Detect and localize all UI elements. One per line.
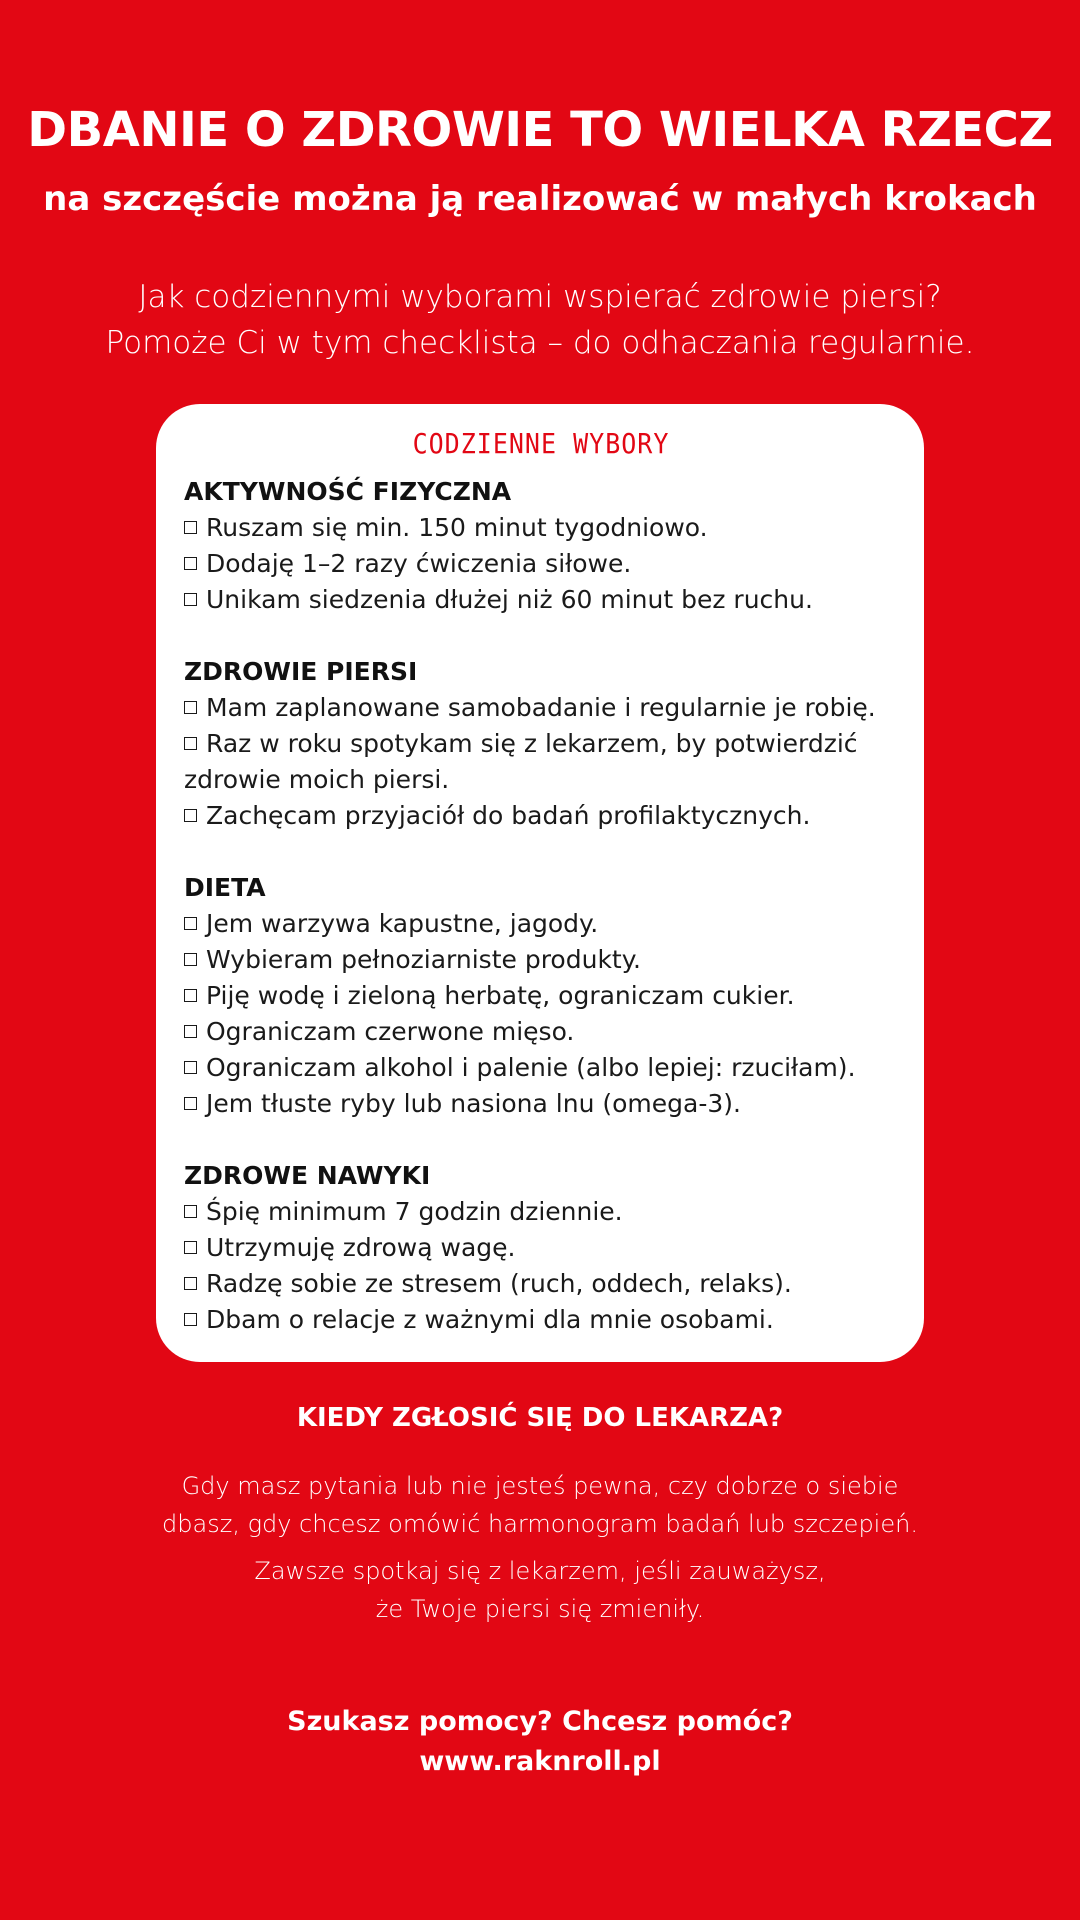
section-healthy-habits	[184, 1158, 898, 1338]
checklist-item-label: Utrzymuję zdrową wagę.	[206, 1233, 516, 1262]
checkbox-icon[interactable]	[184, 521, 197, 534]
checklist-item[interactable]	[184, 798, 898, 834]
checklist-item[interactable]	[184, 1050, 898, 1086]
doctor-paragraph-1-line-1: Gdy masz pytania lub nie jesteś pewna, czy dobrze o siebie	[181, 1472, 899, 1500]
checklist-item[interactable]	[184, 1014, 898, 1050]
checkbox-icon[interactable]	[184, 1313, 197, 1326]
checklist-item[interactable]	[184, 582, 898, 618]
checklist-item-label: Mam zaplanowane samobadanie i regularnie je robię.	[206, 693, 876, 722]
checklist-item-label: Piję wodę i zieloną herbatę, ograniczam cukier.	[206, 981, 795, 1010]
checklist-item-label: Jem warzywa kapustne, jagody.	[206, 909, 599, 938]
checklist-item[interactable]	[184, 510, 898, 546]
section-title: DIETA	[184, 873, 266, 902]
checklist-item-label: Ograniczam alkohol i palenie (albo lepiej: rzuciłam).	[206, 1053, 856, 1082]
checklist-item-label: Wybieram pełnoziarniste produkty.	[206, 945, 641, 974]
checklist-item[interactable]	[184, 1302, 898, 1338]
doctor-paragraph-1-line-2: dbasz, gdy chcesz omówić harmonogram badań lub szczepień.	[162, 1510, 918, 1538]
checklist-item[interactable]	[184, 942, 898, 978]
section-physical-activity	[184, 474, 898, 618]
section-title: ZDROWE NAWYKI	[184, 1161, 431, 1190]
checkbox-icon[interactable]	[184, 1061, 197, 1074]
checkbox-icon[interactable]	[184, 1097, 197, 1110]
checklist-heading: CODZIENNE WYBORY	[412, 427, 670, 460]
help-question: Szukasz pomocy? Chcesz pomóc?	[287, 1706, 793, 1737]
checkbox-icon[interactable]	[184, 701, 197, 714]
page-title: DBANIE O ZDROWIE TO WIELKA RZECZ	[27, 102, 1053, 158]
checklist-item[interactable]	[184, 1266, 898, 1302]
intro-line-1: Jak codziennymi wyborami wspierać zdrowie piersi?	[138, 279, 942, 315]
checklist-item-label: Jem tłuste ryby lub nasiona lnu (omega-3).	[206, 1089, 741, 1118]
doctor-section-title: KIEDY ZGŁOSIĆ SIĘ DO LEKARZA?	[296, 1403, 784, 1433]
section-title: AKTYWNOŚĆ FIZYCZNA	[184, 477, 512, 506]
checklist-item-label: Unikam siedzenia dłużej niż 60 minut bez ruchu.	[206, 585, 813, 614]
doctor-paragraph-2	[0, 1552, 1080, 1628]
intro-line-2: Pomoże Ci w tym checklista – do odhaczania regularnie.	[105, 325, 975, 361]
checklist-item-label: Zachęcam przyjaciół do badań profilaktycznych.	[206, 801, 811, 830]
intro-text	[0, 274, 1080, 366]
checklist-item[interactable]	[184, 978, 898, 1014]
page-subtitle: na szczęście można ją realizować w małych krokach	[43, 179, 1037, 219]
checklist-item[interactable]	[184, 546, 898, 582]
checklist-item[interactable]	[184, 1086, 898, 1122]
checklist-item[interactable]	[184, 1230, 898, 1266]
checklist-item[interactable]	[184, 690, 898, 726]
section-diet	[184, 870, 898, 1122]
checkbox-icon[interactable]	[184, 953, 197, 966]
checkbox-icon[interactable]	[184, 917, 197, 930]
doctor-paragraph-1	[0, 1467, 1080, 1543]
checklist-item-label: Dbam o relacje z ważnymi dla mnie osobami.	[206, 1305, 774, 1334]
checklist-item-label: Raz w roku spotykam się z lekarzem, by potwierdzić zdrowie moich piersi.	[184, 729, 858, 794]
checkbox-icon[interactable]	[184, 1205, 197, 1218]
checkbox-icon[interactable]	[184, 1241, 197, 1254]
checklist-item[interactable]	[184, 1194, 898, 1230]
checkbox-icon[interactable]	[184, 989, 197, 1002]
help-block	[0, 1702, 1080, 1782]
doctor-paragraph-2-line-2: że Twoje piersi się zmieniły.	[375, 1595, 705, 1623]
checkbox-icon[interactable]	[184, 593, 197, 606]
checklist-item-label: Ruszam się min. 150 minut tygodniowo.	[206, 513, 708, 542]
checkbox-icon[interactable]	[184, 809, 197, 822]
checkbox-icon[interactable]	[184, 557, 197, 570]
checklist-item-label: Radzę sobie ze stresem (ruch, oddech, relaks).	[206, 1269, 792, 1298]
website-link[interactable]: www.raknroll.pl	[419, 1746, 661, 1777]
checklist-item[interactable]	[184, 726, 898, 798]
checkbox-icon[interactable]	[184, 1025, 197, 1038]
checkbox-icon[interactable]	[184, 1277, 197, 1290]
checklist-item[interactable]	[184, 906, 898, 942]
checklist-card	[156, 404, 924, 1362]
checklist-item-label: Ograniczam czerwone mięso.	[206, 1017, 575, 1046]
checkbox-icon[interactable]	[184, 737, 197, 750]
section-title: ZDROWIE PIERSI	[184, 657, 418, 686]
section-breast-health	[184, 654, 898, 834]
checklist-item-label: Dodaję 1–2 razy ćwiczenia siłowe.	[206, 549, 632, 578]
checklist-item-label: Śpię minimum 7 godzin dziennie.	[206, 1197, 623, 1226]
doctor-paragraph-2-line-1: Zawsze spotkaj się z lekarzem, jeśli zauważysz,	[254, 1557, 826, 1585]
